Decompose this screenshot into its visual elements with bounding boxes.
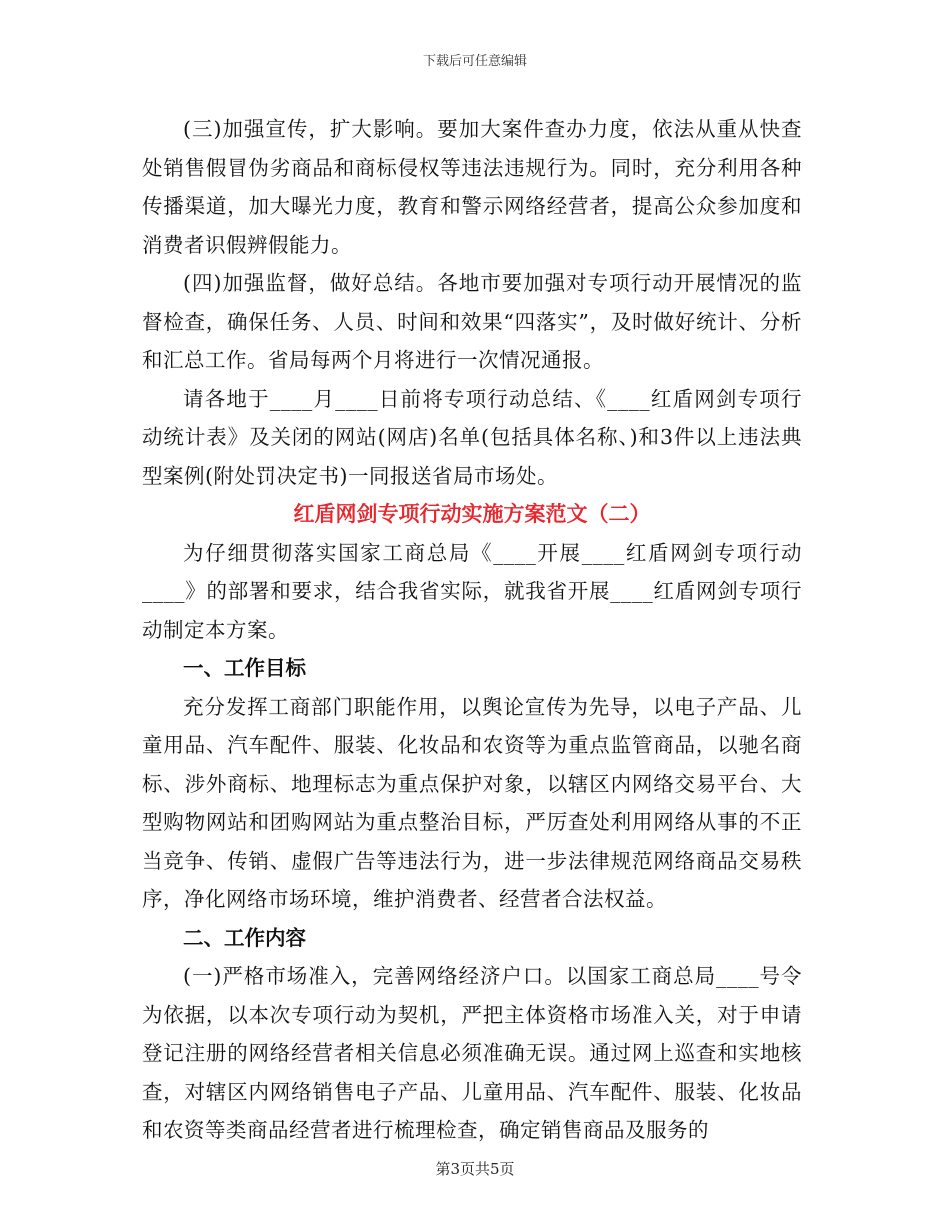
- paragraph-submission: 请各地于____月____日前将专项行动总结、《____红盾网剑专项行动统计表》及关闭的网站(网店)名单(包括具体名称、)和3件以上违法典型案例(附处罚决定书)一同报送省局市场处。: [142, 386, 802, 488]
- heading-work-content: 二、工作内容: [183, 925, 306, 950]
- heading-work-goals: 一、工作目标: [183, 656, 306, 680]
- paragraph-work-goals: 充分发挥工商部门职能作用，以舆论宣传为先导，以电子产品、儿童用品、汽车配件、服装、化妆品和农资等为重点监管商品，以驰名商标、涉外商标、地理标志为重点保护对象，以辖区内网络交易平台、大型购物网站和团购网站为重点整治目标，严厉查处利用网络从事的不正当竞争、传销、虚假广告等违法行为，进一步法律规范网络商品交易秩序，净化网络市场环境，维护消费者、经营者合法权益。: [142, 694, 802, 911]
- paragraph-market-access: (一)严格市场准入，完善网络经济户口。以国家工商总局____号令为依据，以本次专项行动为契机，严把主体资格市场准入关，对于申请登记注册的网络经营者相关信息必须准确无误。通过网上巡查和实地核查，对辖区内网络销售电子产品、儿童用品、汽车配件、服装、化妆品和农资等类商品经营者进行梳理检查，确定销售商品及服务的: [142, 964, 802, 1142]
- paragraph-supervision: (四)加强监督，做好总结。各地市要加强对专项行动开展情况的监督检查，确保任务、人员、时间和效果“四落实”，及时做好统计、分析和汇总工作。省局每两个月将进行一次情况通报。: [142, 271, 802, 372]
- page-header: 下载后可任意编辑: [422, 54, 527, 69]
- paragraph-publicity: (三)加强宣传，扩大影响。要加大案件查办力度，依法从重从快查处销售假冒伪劣商品和商标侵权等违法违规行为。同时，充分利用各种传播渠道，加大曝光力度，教育和警示网络经营者，提高公众参加度和消费者识假辨假能力。: [142, 117, 802, 257]
- document-body: [142, 110, 802, 1150]
- section-title: 红盾网剑专项行动实施方案范文（二）: [293, 502, 651, 526]
- page-footer: 第3页共5页: [435, 1160, 515, 1178]
- paragraph-intro: 为仔细贯彻落实国家工商总局《____开展____红盾网剑专项行动____》的部署和要求，结合我省实际，就我省开展____红盾网剑专项行动制定本方案。: [142, 540, 802, 642]
